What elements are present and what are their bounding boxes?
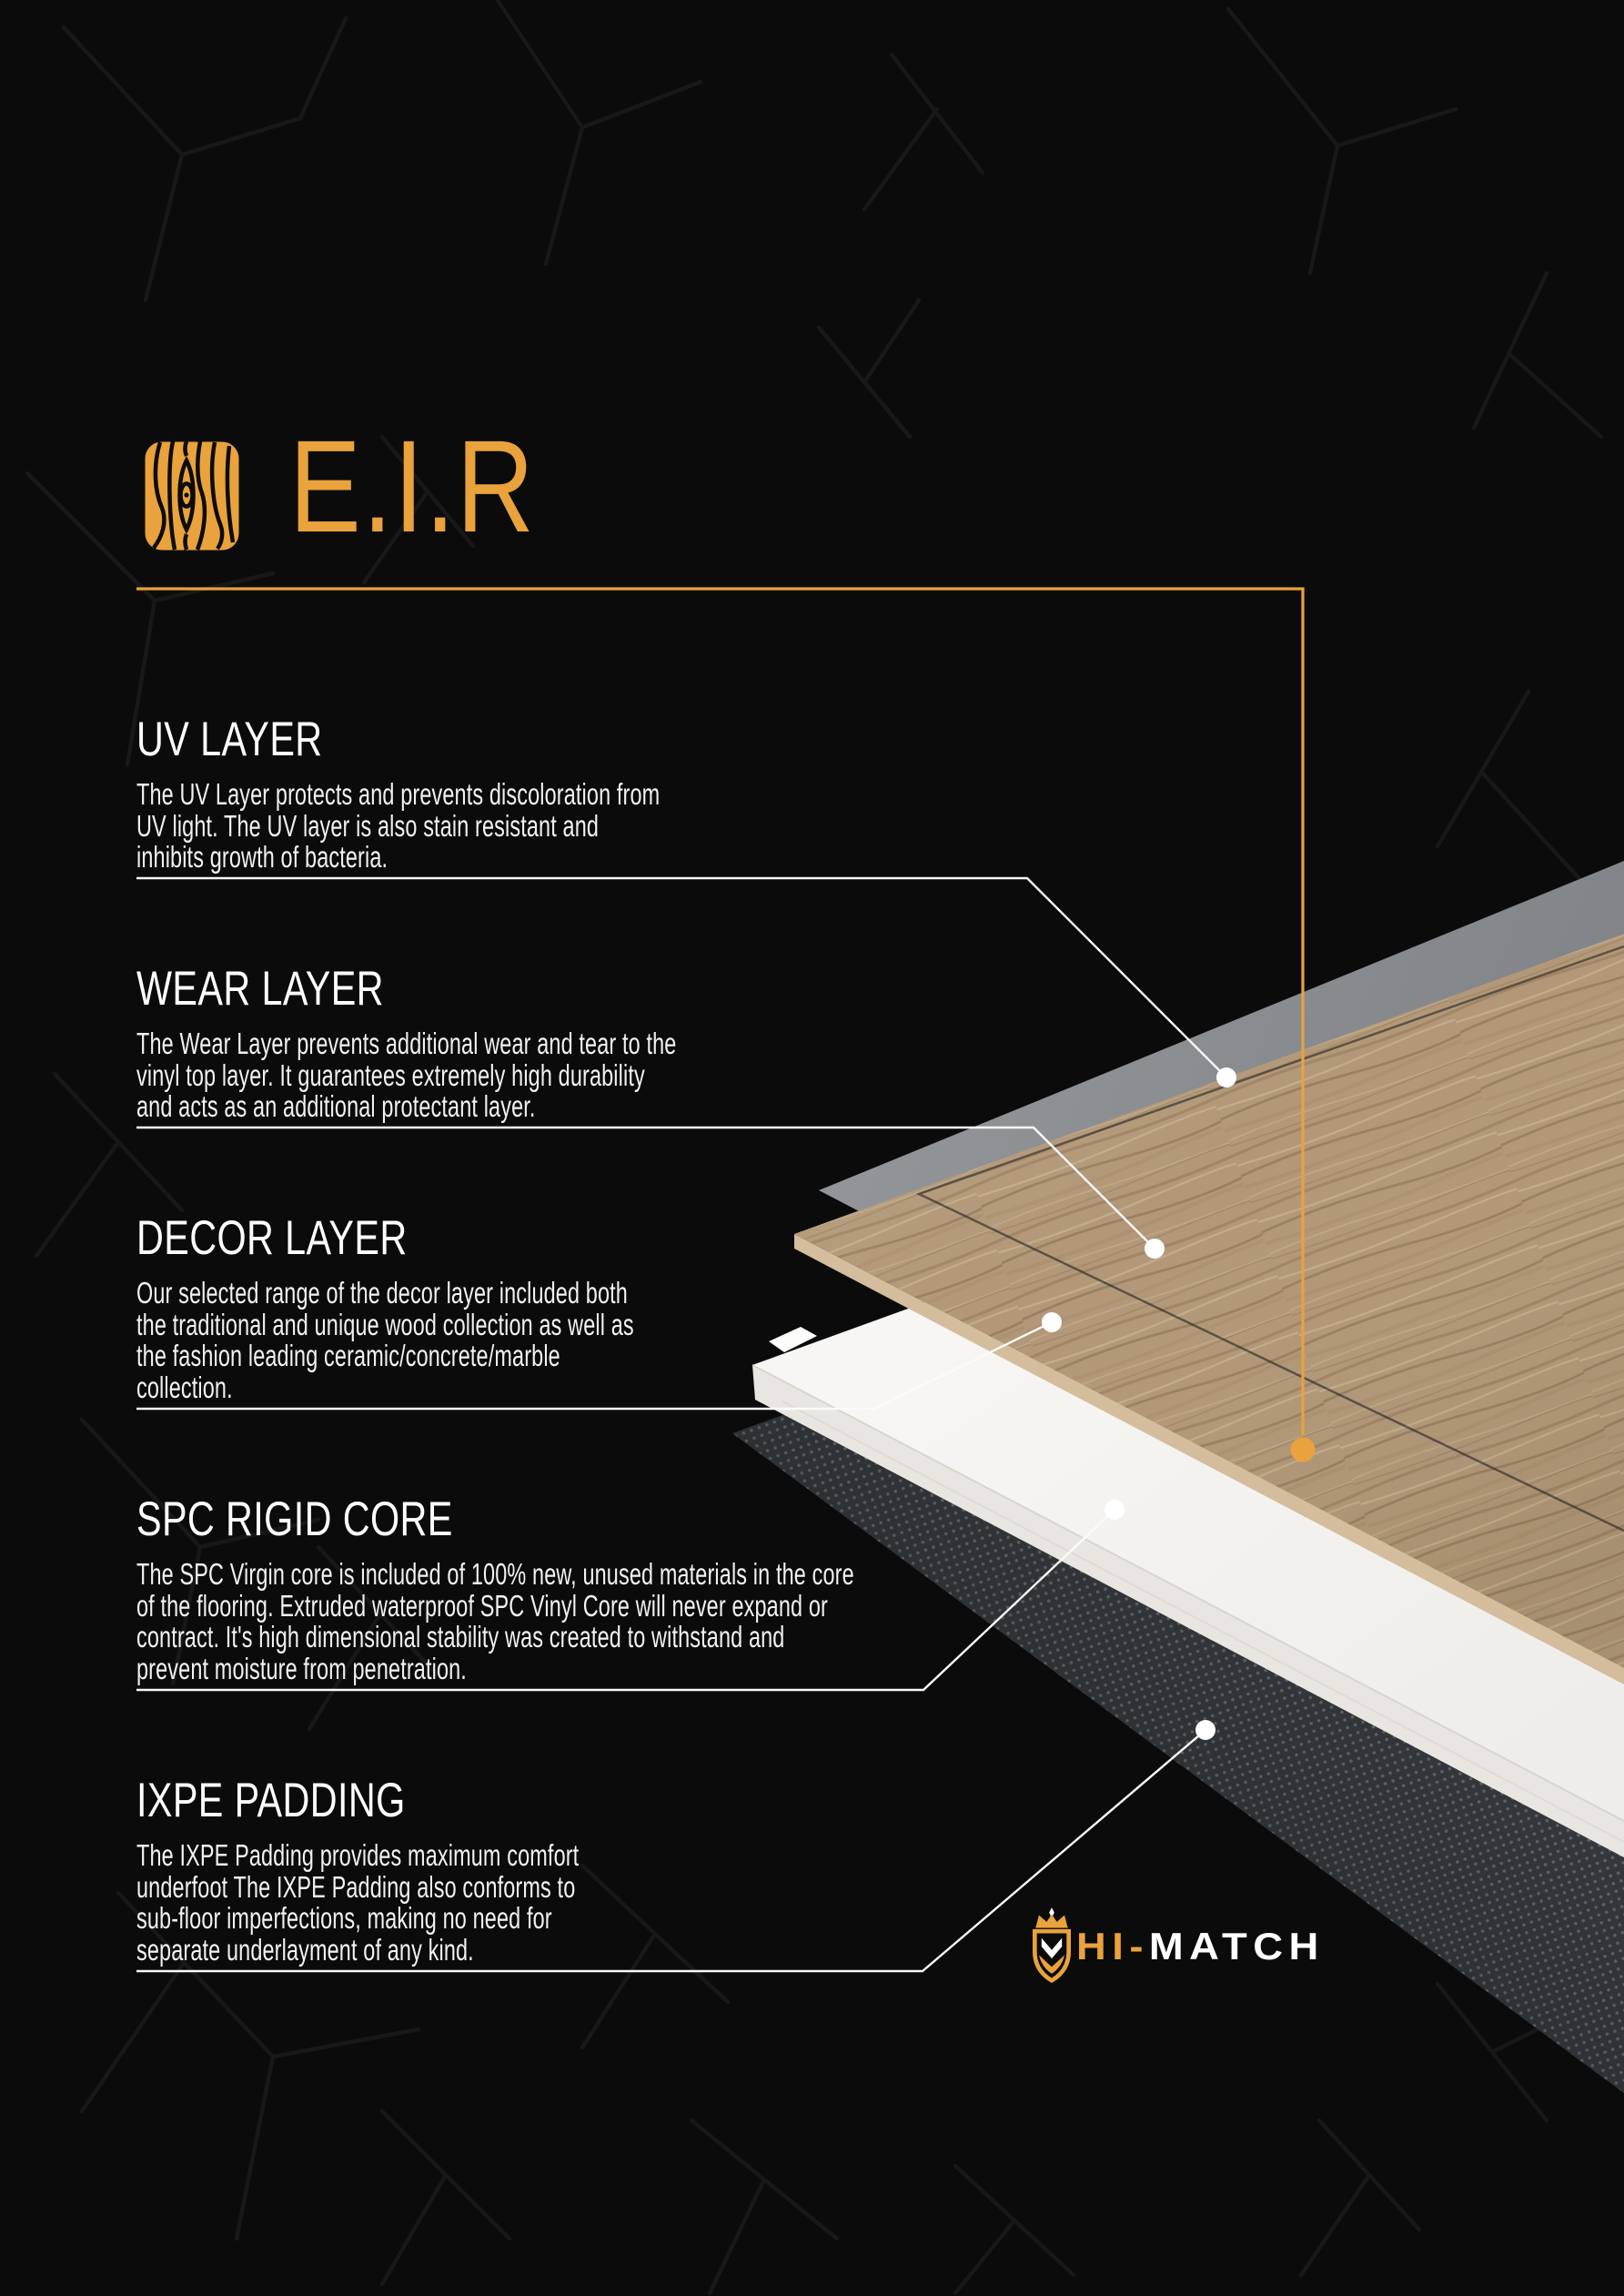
wood-grain-icon bbox=[144, 440, 240, 551]
body-line: UV light. The UV layer is also stain resistant and bbox=[136, 808, 600, 843]
brand-logo-text bbox=[1076, 1927, 1325, 1966]
body-line: the fashion leading ceramic/concrete/marble bbox=[136, 1339, 560, 1372]
body-line: separate underlayment of any kind. bbox=[136, 1932, 474, 1967]
body-line: prevent moisture from penetration. bbox=[136, 1651, 467, 1685]
section-heading-wear-layer: WEAR LAYER bbox=[136, 962, 384, 1016]
uv-layer-dot bbox=[1216, 1067, 1236, 1087]
section-heading-decor-layer: DECOR LAYER bbox=[136, 1211, 408, 1265]
section-heading-uv-layer: UV LAYER bbox=[136, 713, 323, 766]
body-line: The UV Layer protects and prevents discoloration from bbox=[136, 777, 661, 811]
section-body-spc-rigid-core bbox=[136, 1559, 854, 1684]
body-line: contract. It's high dimensional stability was created to withstand and bbox=[136, 1620, 785, 1654]
eir-indicator-dot bbox=[1291, 1438, 1316, 1462]
body-line: inhibits growth of bacteria. bbox=[136, 840, 388, 874]
spc-core-dot bbox=[1105, 1500, 1125, 1520]
brand-logo bbox=[1026, 1907, 1325, 1986]
brand-suffix: MATCH bbox=[1148, 1925, 1325, 1967]
body-line: underfoot The IXPE Padding also conforms to bbox=[136, 1869, 576, 1904]
body-line: collection. bbox=[136, 1370, 233, 1404]
body-line: The Wear Layer prevents additional wear and tear to the bbox=[136, 1027, 677, 1060]
body-line: The SPC Virgin core is included of 100% new, unused materials in the core bbox=[136, 1557, 854, 1591]
body-line: and acts as an additional protectant layer. bbox=[136, 1089, 536, 1123]
body-line: sub-floor imperfections, making no need for bbox=[136, 1901, 552, 1935]
body-line: The IXPE Padding provides maximum comfort bbox=[136, 1838, 580, 1872]
body-line: vinyl top layer. It guarantees extremely high durability bbox=[136, 1057, 645, 1092]
body-line: of the flooring. Extruded waterproof SPC Vinyl Core will never expand or bbox=[136, 1588, 828, 1623]
section-body-decor-layer bbox=[136, 1278, 634, 1403]
section-heading-ixpe-padding: IXPE PADDING bbox=[136, 1774, 406, 1827]
ixpe-padding-dot bbox=[1195, 1720, 1215, 1740]
shield-crown-icon bbox=[1026, 1907, 1077, 1986]
section-heading-spc-rigid-core: SPC RIGID CORE bbox=[136, 1492, 453, 1546]
brand-prefix: HI- bbox=[1076, 1925, 1149, 1967]
section-body-uv-layer bbox=[136, 779, 660, 874]
section-body-wear-layer bbox=[136, 1028, 676, 1123]
body-line: the traditional and unique wood collection as well as bbox=[136, 1307, 634, 1341]
section-body-ixpe-padding bbox=[136, 1840, 579, 1966]
decor-layer-dot bbox=[1042, 1312, 1062, 1332]
wear-layer-dot bbox=[1145, 1239, 1165, 1259]
body-line: Our selected range of the decor layer included both bbox=[136, 1276, 628, 1310]
page-title: E.I.R bbox=[289, 413, 536, 560]
